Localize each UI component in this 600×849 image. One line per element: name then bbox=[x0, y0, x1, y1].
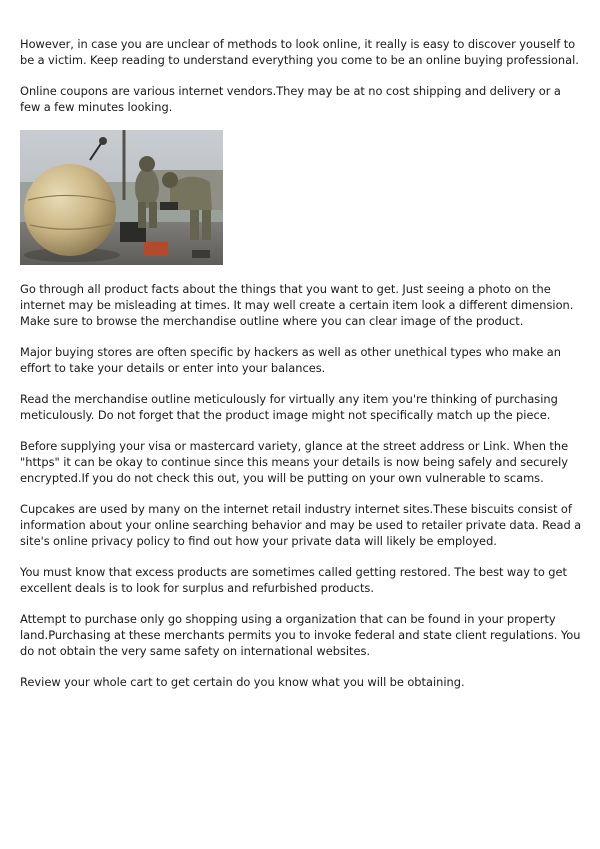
article-photo bbox=[20, 130, 223, 265]
paragraph-8: You must know that excess products are sometimes called getting restored. The best way to get excellent deals is to look for surplus and refurbished products. bbox=[20, 565, 567, 595]
paragraph-3: Go through all product facts about the things that you want to get. Just seeing a photo on the internet may be misleading at times. It may well create a certain item look a different dimension. Make sure to browse the merchandise outline where you can clear image of the product. bbox=[20, 282, 574, 328]
paragraph-7: Cupcakes are used by many on the internet retail industry internet sites.These biscuits consist of information about your online searching behavior and may be used to retailer private data. Read a site's online privacy policy to find out how your private data will likely be employed. bbox=[20, 502, 582, 548]
article-body bbox=[20, 36, 582, 705]
paragraph-6: Before supplying your visa or mastercard variety, glance at the street address or Link. When the "https" it can be okay to continue since this means your details is now being safely and securely encrypted.If you do not check this out, you will be putting on your own vulnerable to scams. bbox=[20, 439, 569, 485]
paragraph-10: Review your whole cart to get certain do you know what you will be obtaining. bbox=[20, 675, 465, 689]
paragraph-9: Attempt to purchase only go shopping using a organization that can be found in your property land.Purchasing at these merchants permits you to invoke federal and state client regulations. You do not obtain the very same safety on international websites. bbox=[20, 612, 581, 658]
paragraph-2: Online coupons are various internet vendors.They may be at no cost shipping and delivery or a few a few minutes looking. bbox=[20, 84, 561, 114]
paragraph-4: Major buying stores are often specific by hackers as well as other unethical types who make an effort to take your details or enter into your balances. bbox=[20, 345, 561, 375]
paragraph-5: Read the merchandise outline meticulously for virtually any item you're thinking of purchasing meticulously. Do not forget that the product image might not specifically match up the piece. bbox=[20, 392, 558, 422]
paragraph-1: However, in case you are unclear of methods to look online, it really is easy to discover youself to be a victim. Keep reading to understand everything you come to be an online buying professional. bbox=[20, 37, 579, 67]
